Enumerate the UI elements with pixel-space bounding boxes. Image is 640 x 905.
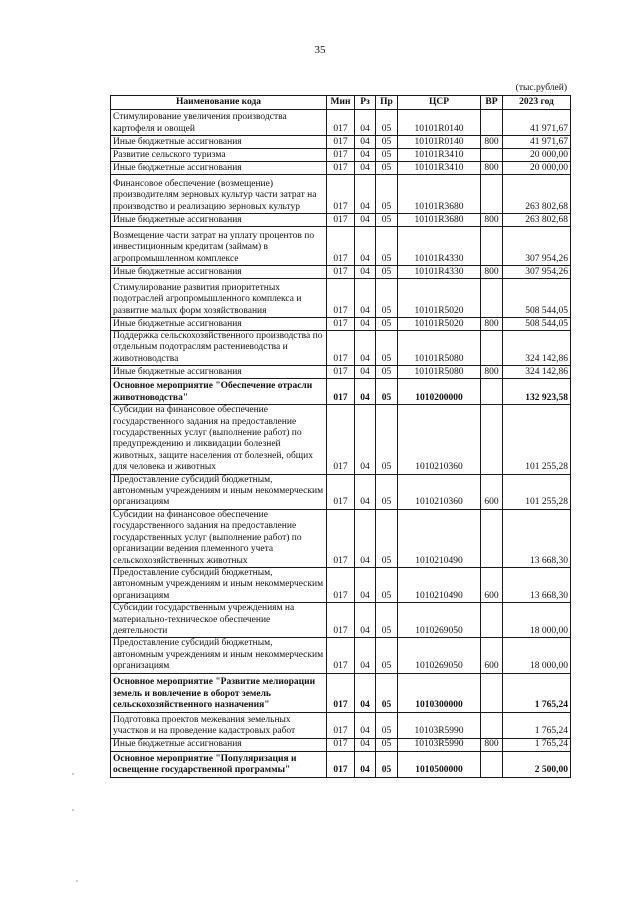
cell-pr: 05 xyxy=(376,509,398,567)
cell-csr: 1010200000 xyxy=(398,379,481,405)
table-row xyxy=(111,331,571,366)
cell-vr xyxy=(481,379,503,405)
cell-min: 017 xyxy=(327,405,355,474)
cell-rz: 04 xyxy=(355,379,376,405)
cell-sum: 20 000,00 xyxy=(503,149,571,162)
cell-sum: 41 971,67 xyxy=(503,110,571,136)
scan-speck xyxy=(76,880,78,882)
cell-rz: 04 xyxy=(355,712,376,738)
cell-sum: 20 000,00 xyxy=(503,162,571,175)
unit-note: (тыс.рублей) xyxy=(515,83,567,93)
cell-rz: 04 xyxy=(355,509,376,567)
cell-name: Развитие сельского туризма xyxy=(111,149,327,162)
header-pr: Пр xyxy=(376,96,398,110)
cell-sum: 307 954,26 xyxy=(503,227,571,266)
cell-rz: 04 xyxy=(355,405,376,474)
cell-csr: 1010210490 xyxy=(398,509,481,567)
cell-vr: 800 xyxy=(481,136,503,149)
cell-rz: 04 xyxy=(355,110,376,136)
cell-rz: 04 xyxy=(355,474,376,509)
cell-name: Предоставление субсидий бюджетным, автономным учреждениям и иным некоммерческим организациям xyxy=(111,567,327,602)
header-csr: ЦСР xyxy=(398,96,481,110)
cell-min: 017 xyxy=(327,110,355,136)
cell-sum: 41 971,67 xyxy=(503,136,571,149)
cell-vr xyxy=(481,509,503,567)
cell-vr xyxy=(481,110,503,136)
table-row xyxy=(111,214,571,227)
cell-vr xyxy=(481,712,503,738)
cell-name: Иные бюджетные ассигнования xyxy=(111,214,327,227)
cell-name: Стимулирование увеличения производства картофеля и овощей xyxy=(111,110,327,136)
cell-sum: 1 765,24 xyxy=(503,712,571,738)
cell-vr: 800 xyxy=(481,162,503,175)
cell-vr xyxy=(481,227,503,266)
cell-csr: 10103R5990 xyxy=(398,712,481,738)
cell-csr: 1010269050 xyxy=(398,603,481,638)
cell-rz: 04 xyxy=(355,738,376,751)
cell-pr: 05 xyxy=(376,474,398,509)
table-row xyxy=(111,266,571,279)
cell-vr xyxy=(481,331,503,366)
scan-speck xyxy=(72,773,74,775)
cell-min: 017 xyxy=(327,149,355,162)
header-rz: Рз xyxy=(355,96,376,110)
cell-pr: 05 xyxy=(376,567,398,602)
cell-sum: 1 765,24 xyxy=(503,673,571,712)
cell-pr: 05 xyxy=(376,110,398,136)
cell-rz: 04 xyxy=(355,279,376,318)
cell-min: 017 xyxy=(327,136,355,149)
cell-rz: 04 xyxy=(355,331,376,366)
cell-min: 017 xyxy=(327,673,355,712)
header-vr: ВР xyxy=(481,96,503,110)
table-row xyxy=(111,227,571,266)
cell-vr xyxy=(481,149,503,162)
cell-name: Иные бюджетные ассигнования xyxy=(111,136,327,149)
cell-csr: 10101R5080 xyxy=(398,366,481,379)
cell-rz: 04 xyxy=(355,136,376,149)
table-row xyxy=(111,738,571,751)
table-row xyxy=(111,379,571,405)
cell-name: Стимулирование развития приоритетных подотраслей агропромышленного комплекса и развитие малых форм хозяйствования xyxy=(111,279,327,318)
cell-sum: 1 765,24 xyxy=(503,738,571,751)
cell-sum: 101 255,28 xyxy=(503,405,571,474)
cell-min: 017 xyxy=(327,603,355,638)
cell-csr: 10101R5020 xyxy=(398,318,481,331)
cell-sum: 263 802,68 xyxy=(503,175,571,214)
cell-name: Иные бюджетные ассигнования xyxy=(111,366,327,379)
cell-pr: 05 xyxy=(376,366,398,379)
cell-vr: 800 xyxy=(481,214,503,227)
cell-pr: 05 xyxy=(376,175,398,214)
cell-rz: 04 xyxy=(355,318,376,331)
cell-rz: 04 xyxy=(355,266,376,279)
cell-sum: 132 923,58 xyxy=(503,379,571,405)
cell-sum: 324 142,86 xyxy=(503,331,571,366)
cell-min: 017 xyxy=(327,214,355,227)
cell-csr: 10103R5990 xyxy=(398,738,481,751)
cell-csr: 10101R4330 xyxy=(398,227,481,266)
cell-pr: 05 xyxy=(376,227,398,266)
cell-pr: 05 xyxy=(376,162,398,175)
cell-csr: 10101R3410 xyxy=(398,162,481,175)
cell-sum: 508 544,05 xyxy=(503,318,571,331)
cell-rz: 04 xyxy=(355,638,376,673)
cell-csr: 1010500000 xyxy=(398,751,481,777)
cell-min: 017 xyxy=(327,379,355,405)
cell-name: Субсидии на финансовое обеспечение государственного задания на предоставление государственных услуг (выполнение работ) по организации ведения племенного учета сельскохозяйственных животных xyxy=(111,509,327,567)
table-row xyxy=(111,405,571,474)
cell-name: Основное мероприятие "Развитие мелиорации земель и вовлечение в оборот земель сельскохозяйственного назначения" xyxy=(111,673,327,712)
cell-vr xyxy=(481,279,503,318)
cell-name: Основное мероприятие "Популяризация и освещение государственной программы" xyxy=(111,751,327,777)
table-row xyxy=(111,318,571,331)
cell-pr: 05 xyxy=(376,149,398,162)
cell-sum: 263 802,68 xyxy=(503,214,571,227)
cell-csr: 1010269050 xyxy=(398,638,481,673)
cell-name: Субсидии государственным учреждениям на материально-техническое обеспечение деятельности xyxy=(111,603,327,638)
cell-name: Предоставление субсидий бюджетным, автономным учреждениям и иным некоммерческим организациям xyxy=(111,638,327,673)
cell-sum: 307 954,26 xyxy=(503,266,571,279)
cell-name: Иные бюджетные ассигнования xyxy=(111,162,327,175)
table-body xyxy=(111,110,571,778)
cell-vr xyxy=(481,751,503,777)
table-row xyxy=(111,110,571,136)
cell-vr xyxy=(481,603,503,638)
budget-table xyxy=(110,95,571,778)
cell-vr xyxy=(481,673,503,712)
cell-min: 017 xyxy=(327,366,355,379)
cell-pr: 05 xyxy=(376,331,398,366)
cell-csr: 10101R4330 xyxy=(398,266,481,279)
cell-pr: 05 xyxy=(376,638,398,673)
cell-name: Иные бюджетные ассигнования xyxy=(111,318,327,331)
cell-rz: 04 xyxy=(355,673,376,712)
table-row xyxy=(111,751,571,777)
cell-vr: 800 xyxy=(481,266,503,279)
cell-min: 017 xyxy=(327,331,355,366)
cell-sum: 101 255,28 xyxy=(503,474,571,509)
cell-name: Иные бюджетные ассигнования xyxy=(111,738,327,751)
cell-pr: 05 xyxy=(376,712,398,738)
table-row xyxy=(111,366,571,379)
cell-pr: 05 xyxy=(376,751,398,777)
cell-vr xyxy=(481,175,503,214)
cell-rz: 04 xyxy=(355,162,376,175)
cell-rz: 04 xyxy=(355,567,376,602)
cell-rz: 04 xyxy=(355,366,376,379)
table-row xyxy=(111,175,571,214)
cell-name: Субсидии на финансовое обеспечение государственного задания на предоставление государственных услуг (выполнение работ) по предупреждению и ликвидации болезней животных, защите населения от болезней, общих для человека и животных xyxy=(111,405,327,474)
cell-name: Возмещение части затрат на уплату процентов по инвестиционным кредитам (займам) в агропромышленном комплексе xyxy=(111,227,327,266)
cell-name: Иные бюджетные ассигнования xyxy=(111,266,327,279)
cell-csr: 10101R3680 xyxy=(398,175,481,214)
table-row xyxy=(111,603,571,638)
cell-name: Предоставление субсидий бюджетным, автономным учреждениям и иным некоммерческим организациям xyxy=(111,474,327,509)
cell-min: 017 xyxy=(327,738,355,751)
cell-sum: 13 668,30 xyxy=(503,567,571,602)
cell-min: 017 xyxy=(327,318,355,331)
cell-sum: 18 000,00 xyxy=(503,638,571,673)
cell-pr: 05 xyxy=(376,318,398,331)
cell-csr: 10101R5020 xyxy=(398,279,481,318)
cell-min: 017 xyxy=(327,567,355,602)
cell-name: Финансовое обеспечение (возмещение) производителям зерновых культур части затрат на производство и реализацию зерновых культур xyxy=(111,175,327,214)
cell-min: 017 xyxy=(327,751,355,777)
cell-min: 017 xyxy=(327,638,355,673)
cell-min: 017 xyxy=(327,474,355,509)
cell-pr: 05 xyxy=(376,379,398,405)
cell-sum: 324 142,86 xyxy=(503,366,571,379)
cell-pr: 05 xyxy=(376,405,398,474)
scan-speck xyxy=(72,809,74,811)
table-row xyxy=(111,149,571,162)
cell-csr: 1010210360 xyxy=(398,405,481,474)
cell-vr xyxy=(481,405,503,474)
cell-sum: 13 668,30 xyxy=(503,509,571,567)
cell-sum: 2 500,00 xyxy=(503,751,571,777)
cell-min: 017 xyxy=(327,509,355,567)
cell-min: 017 xyxy=(327,162,355,175)
cell-pr: 05 xyxy=(376,279,398,318)
cell-min: 017 xyxy=(327,227,355,266)
cell-min: 017 xyxy=(327,712,355,738)
cell-name: Поддержка сельскохозяйственного производства по отдельным подотраслям растениеводства и животноводства xyxy=(111,331,327,366)
header-min: Мин xyxy=(327,96,355,110)
table-row xyxy=(111,136,571,149)
table-row xyxy=(111,638,571,673)
cell-vr: 800 xyxy=(481,738,503,751)
table-header-row xyxy=(111,96,571,110)
cell-sum: 18 000,00 xyxy=(503,603,571,638)
header-year: 2023 год xyxy=(503,96,571,110)
cell-min: 017 xyxy=(327,175,355,214)
table-row xyxy=(111,474,571,509)
cell-rz: 04 xyxy=(355,214,376,227)
table-row xyxy=(111,712,571,738)
cell-sum: 508 544,05 xyxy=(503,279,571,318)
table-row xyxy=(111,279,571,318)
cell-min: 017 xyxy=(327,266,355,279)
cell-csr: 10101R3410 xyxy=(398,149,481,162)
cell-pr: 05 xyxy=(376,738,398,751)
cell-rz: 04 xyxy=(355,149,376,162)
cell-rz: 04 xyxy=(355,751,376,777)
cell-vr: 800 xyxy=(481,318,503,331)
cell-csr: 1010210360 xyxy=(398,474,481,509)
table-row xyxy=(111,162,571,175)
cell-rz: 04 xyxy=(355,227,376,266)
cell-name: Основное мероприятие "Обеспечение отрасли животноводства" xyxy=(111,379,327,405)
cell-csr: 10101R5080 xyxy=(398,331,481,366)
cell-vr: 600 xyxy=(481,567,503,602)
cell-vr: 600 xyxy=(481,474,503,509)
cell-name: Подготовка проектов межевания земельных участков и на проведение кадастровых работ xyxy=(111,712,327,738)
table-row xyxy=(111,567,571,602)
cell-csr: 10101R0140 xyxy=(398,136,481,149)
cell-rz: 04 xyxy=(355,175,376,214)
cell-vr: 800 xyxy=(481,366,503,379)
cell-vr: 600 xyxy=(481,638,503,673)
cell-min: 017 xyxy=(327,279,355,318)
cell-csr: 10101R0140 xyxy=(398,110,481,136)
cell-pr: 05 xyxy=(376,673,398,712)
cell-pr: 05 xyxy=(376,603,398,638)
cell-pr: 05 xyxy=(376,266,398,279)
header-name: Наименование кода xyxy=(111,96,327,110)
cell-csr: 1010210490 xyxy=(398,567,481,602)
cell-csr: 1010300000 xyxy=(398,673,481,712)
table-row xyxy=(111,673,571,712)
cell-rz: 04 xyxy=(355,603,376,638)
table-row xyxy=(111,509,571,567)
page-number: 35 xyxy=(314,44,326,56)
cell-csr: 10101R3680 xyxy=(398,214,481,227)
cell-pr: 05 xyxy=(376,214,398,227)
cell-pr: 05 xyxy=(376,136,398,149)
